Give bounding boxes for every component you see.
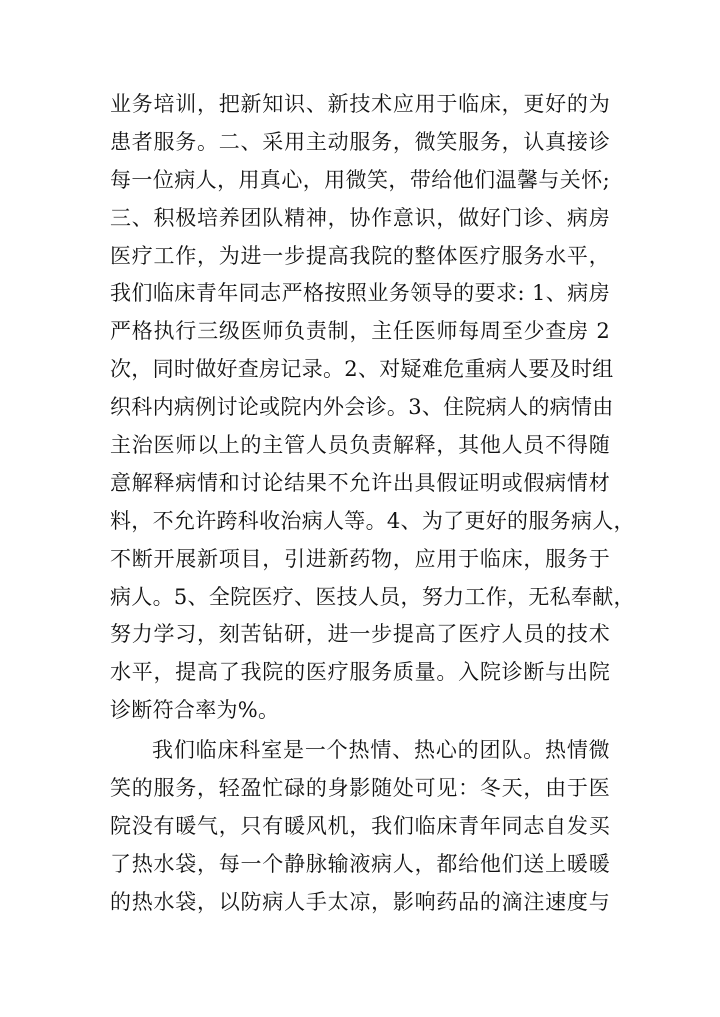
text-line: 患者服务。二、采用主动服务，微笑服务，认真接诊 bbox=[110, 129, 610, 154]
text-line: 我们临床青年同志严格按照业务领导的要求: 1、病房 bbox=[110, 281, 610, 306]
text-line: 努力学习，刻苦钻研，进一步提高了医疗人员的技术 bbox=[110, 622, 610, 647]
text-line: 织科内病例讨论或院内外会诊。3、住院病人的病情由 bbox=[110, 395, 614, 420]
text-line: 的热水袋，以防病人手太凉，影响药品的滴注速度与 bbox=[110, 889, 610, 914]
text-line: 了热水袋，每一个静脉输液病人，都给他们送上暖暖 bbox=[110, 851, 610, 876]
text-line: 次，同时做好查房记录。2、对疑难危重病人要及时组 bbox=[110, 357, 614, 382]
text-line: 意解释病情和讨论结果不允许出具假证明或假病情材 bbox=[110, 470, 610, 495]
text-line: 水平，提高了我院的医疗服务质量。入院诊断与出院 bbox=[110, 660, 610, 685]
text-line: 每一位病人，用真心，用微笑，带给他们温馨与关怀; bbox=[110, 167, 610, 192]
paragraph-1 bbox=[110, 86, 635, 730]
paragraph-2 bbox=[110, 732, 610, 921]
text-line: 医疗工作，为进一步提高我院的整体医疗服务水平， bbox=[110, 243, 610, 268]
text-line: 不断开展新项目，引进新药物，应用于临床，服务于 bbox=[110, 546, 610, 571]
text-line: 院没有暖气，只有暖风机，我们临床青年同志自发买 bbox=[110, 813, 610, 838]
text-line: 三、积极培养团队精神，协作意识，做好门诊、病房 bbox=[110, 205, 610, 230]
document-body bbox=[110, 86, 635, 922]
text-line: 病人。5、全院医疗、医技人员，努力工作，无私奉献， bbox=[110, 584, 635, 609]
text-line: 业务培训，把新知识、新技术应用于临床，更好的为 bbox=[110, 92, 610, 116]
text-line: 我们临床科室是一个热情、热心的团队。热情微 bbox=[152, 738, 610, 763]
text-line: 料，不允许跨科收治病人等。4、为了更好的服务病人， bbox=[110, 508, 635, 533]
text-line: 主治医师以上的主管人员负责解释，其他人员不得随 bbox=[110, 433, 610, 458]
text-line: 诊断符合率为%。 bbox=[110, 698, 280, 723]
text-line: 严格执行三级医师负责制，主任医师每周至少查房 2 bbox=[110, 319, 610, 344]
text-line: 笑的服务，轻盈忙碌的身影随处可见：冬天，由于医 bbox=[110, 776, 610, 801]
